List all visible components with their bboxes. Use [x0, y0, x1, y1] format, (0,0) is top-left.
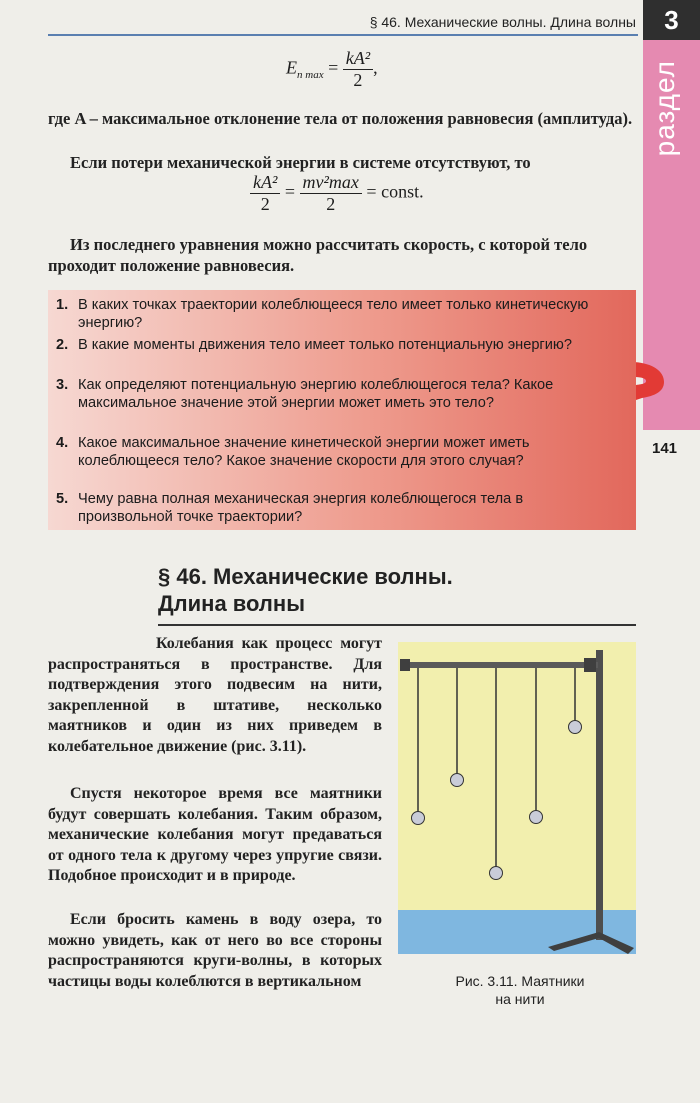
section-title-line1: § 46. Механические волны. — [158, 564, 453, 589]
question-item — [56, 434, 601, 470]
formula-fraction-kinetic — [300, 172, 362, 215]
formula-fraction-potential — [250, 172, 280, 215]
formula-lhs-subscript: п max — [297, 69, 324, 82]
question-text: В каких точках траектории колеблющееся тело имеет только кинетическую энергию? — [78, 297, 589, 331]
question-text: Как определяют потенциальную энергию колеблющегося тела? Какое максимальное значение этой энергии может иметь это тело? — [78, 377, 554, 411]
formula-denominator: 2 — [353, 70, 363, 90]
paragraph-oscillation-spread: Колебания как процесс могут распространяться в пространстве. Для подтверждения этого подвесим на нити, закрепленной в штативе, несколько маятников и один из них приведем в колебательное движение (рис. 3.11). — [48, 635, 382, 755]
question-item — [56, 490, 601, 526]
paragraph-velocity: Из последнего уравнения можно рассчитать скорость, с которой тело проходит положение равновесия. — [48, 235, 588, 275]
formula-lhs: E — [286, 57, 297, 78]
pendulum-bob — [412, 812, 425, 825]
section-title — [158, 563, 638, 617]
section-title-line2: Длина волны — [158, 591, 305, 616]
stand-rod — [596, 650, 603, 940]
formula-fraction — [343, 48, 373, 91]
question-text: Чему равна полная механическая энергия колеблющегося тела в произвольной точке траектории? — [78, 491, 524, 525]
stand-crossbar — [402, 662, 598, 668]
caption-line1: Рис. 3.11. Маятники — [455, 973, 585, 989]
formula-denominator-2b: 2 — [326, 194, 336, 214]
section-number-tab: 3 — [643, 0, 700, 40]
pendulum-bob — [530, 811, 543, 824]
formula-energy-conservation: $\frac{\text{kA²}}{2}$ = $\frac{\text{mv²max}}{2}$ = const. — [250, 172, 424, 215]
question-number: 4. — [56, 435, 69, 451]
question-text: Какое максимальное значение кинетической энергии может иметь колеблющееся тело? Какое значение скорости для этого случая? — [78, 435, 530, 469]
formula-tail: , — [373, 57, 378, 78]
question-item — [56, 296, 601, 332]
pendulum-bob — [569, 721, 582, 734]
formula-potential-energy: $E_{п max}$ = $\frac{\text{kA²}}{2}$ , — [286, 48, 378, 90]
formula-numerator-ka: kA² — [250, 172, 280, 194]
question-number: 2. — [56, 337, 69, 353]
pendulum-bob — [451, 774, 464, 787]
running-title: § 46. Механические волны. Длина волны — [369, 14, 636, 30]
paragraph-pendulums-oscillate: Спустя некоторое время все маятники будут совершать колебания. Таким образом, механические колебания могут предаваться от одного тела к другому через упругие связи. Подобное происходит и в природе. — [48, 785, 382, 885]
question-item — [56, 336, 601, 354]
question-number: 1. — [56, 297, 69, 313]
formula-numerator: kA² — [343, 48, 373, 70]
formula-const: = const. — [366, 181, 424, 202]
section-word: раздел — [649, 60, 680, 157]
question-item — [56, 376, 601, 412]
formula-denominator-2a: 2 — [260, 194, 270, 214]
paragraph-energy-loss: Если потери механической энергии в системе отсутствуют, то — [70, 153, 531, 172]
review-questions-box — [48, 290, 636, 530]
section-title-rule — [158, 624, 636, 626]
question-number: 5. — [56, 491, 69, 507]
paragraph-amplitude: где A – максимальное отклонение тела от положения равновесия (амплитуда). — [48, 109, 633, 128]
running-header — [48, 10, 638, 36]
pendulum-bob — [490, 867, 503, 880]
crossbar-clamp-right — [584, 658, 596, 672]
page-number: 141 — [652, 440, 678, 457]
figure-caption — [420, 972, 620, 1008]
crossbar-clamp-left — [400, 659, 410, 671]
question-number: 3. — [56, 377, 69, 393]
figure-pendulums — [398, 642, 636, 954]
paragraph-stone-in-water: Если бросить камень в воду озера, то можно увидеть, как от него во все стороны распространяются круги-волны, в которых частицы воды колеблются в вертикальном — [48, 911, 382, 990]
question-text: В какие моменты движения тело имеет только потенциальную энергию? — [78, 337, 572, 353]
caption-line2: на нити — [495, 991, 545, 1007]
formula-numerator-mv: mv²max — [300, 172, 362, 194]
